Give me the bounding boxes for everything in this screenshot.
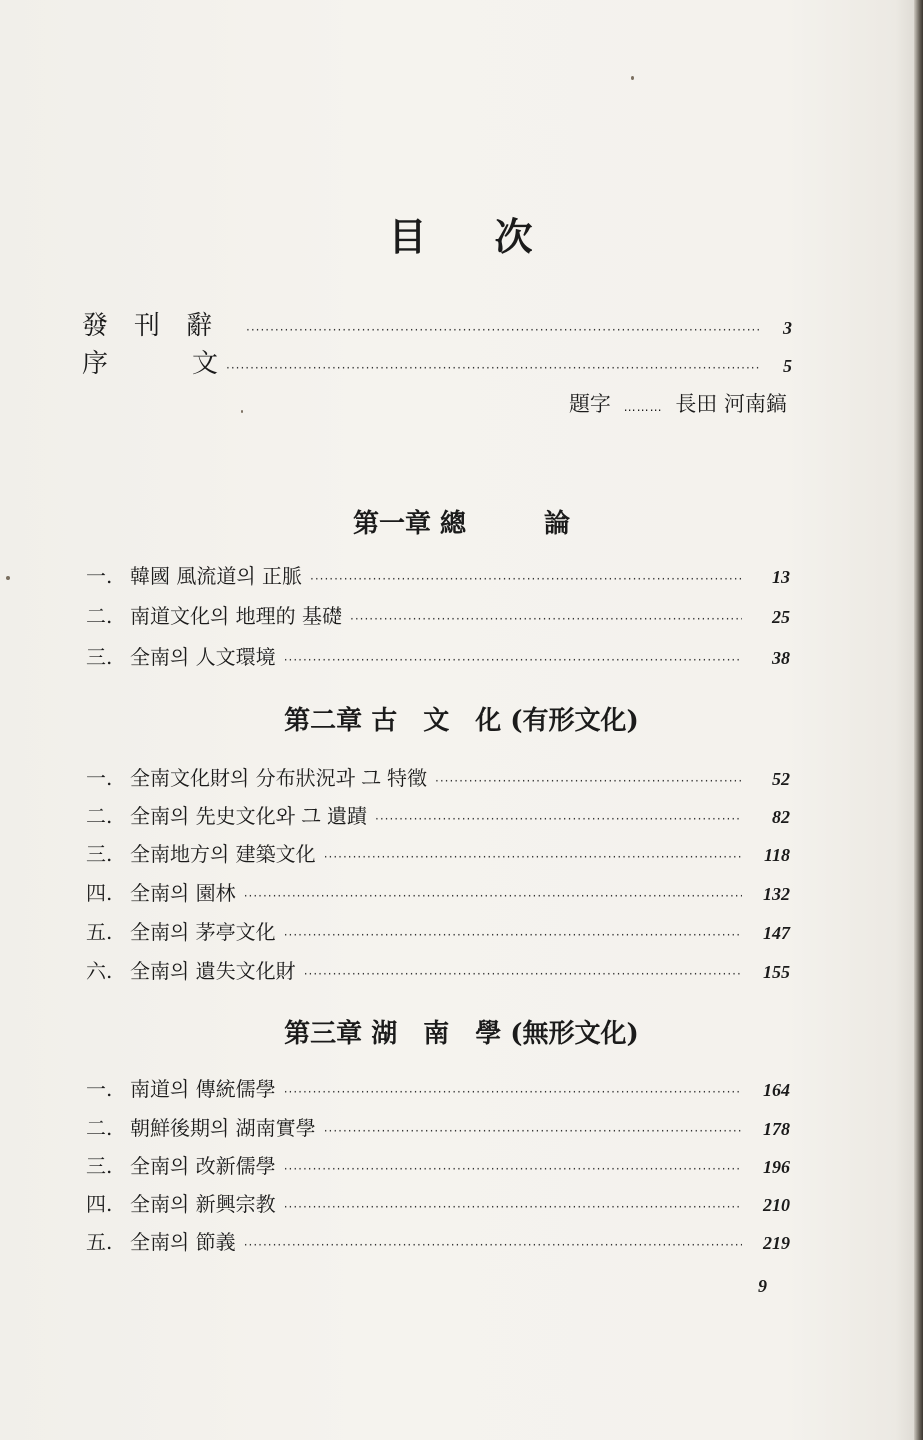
page-number: 196 (763, 1157, 790, 1177)
toc-entry[interactable] (86, 1188, 790, 1217)
toc-entry-preface[interactable] (82, 343, 792, 380)
leader-dots (244, 889, 742, 903)
page-number: 147 (763, 923, 790, 943)
page-number: 164 (763, 1080, 790, 1100)
entry-label (82, 349, 218, 379)
entry-title: 韓國 風流道의 正脈 (130, 564, 303, 588)
toc-entry[interactable] (86, 600, 790, 629)
entry-number: 二. (86, 804, 113, 828)
leader-dots (435, 774, 742, 788)
toc-entry[interactable] (86, 1073, 790, 1102)
inscription-dots: ……… (623, 400, 663, 414)
toc-entry[interactable] (86, 1150, 790, 1179)
entry-title: 全南의 人文環境 (130, 645, 276, 669)
chapter-heading-2: 第二章 古 文 化 (有形文化) (284, 706, 639, 736)
page-number: 52 (772, 769, 790, 789)
page-number: 210 (763, 1195, 790, 1215)
leader-dots (284, 928, 742, 942)
entry-number: 一. (86, 766, 113, 790)
page-number: 178 (763, 1119, 790, 1139)
folio-page-number: 9 (758, 1276, 767, 1296)
leader-dots (284, 1162, 742, 1176)
leader-dots (244, 1238, 742, 1252)
toc-entry[interactable] (86, 1112, 790, 1141)
entry-title: 南道의 傳統儒學 (130, 1077, 276, 1101)
leader-dots (284, 1085, 742, 1099)
leader-dots (324, 1124, 742, 1138)
inscription-author: 長田 河南鎬 (675, 392, 787, 416)
toc-entry[interactable] (86, 560, 790, 589)
toc-entry[interactable] (86, 877, 790, 906)
entry-label-char: 序 (82, 349, 109, 379)
leader-dots (246, 323, 760, 337)
toc-entry[interactable] (86, 955, 790, 984)
entry-title: 全南의 改新儒學 (130, 1154, 276, 1178)
page-number: 38 (772, 648, 790, 668)
entry-title: 全南文化財의 分布狀況과 그 特徵 (130, 766, 428, 790)
entry-number: 二. (86, 1116, 113, 1140)
entry-title: 全南의 園林 (130, 881, 236, 905)
entry-title: 全南의 遺失文化財 (130, 959, 296, 983)
leader-dots (284, 653, 742, 667)
entry-label-char: 文 (192, 349, 219, 379)
leader-dots (324, 850, 742, 864)
paper-speck (631, 76, 634, 80)
toc-entry[interactable] (86, 641, 790, 670)
leader-dots (304, 967, 742, 981)
leader-dots (350, 612, 742, 626)
inscription-credit (569, 388, 787, 418)
toc-entry-foreword[interactable] (82, 305, 792, 342)
page-number: 132 (763, 884, 790, 904)
entry-label: 發刊辭 (82, 311, 239, 341)
entry-number: 二. (86, 604, 113, 628)
page-number: 82 (772, 807, 790, 827)
page-number: 13 (772, 567, 790, 587)
page-title (0, 206, 923, 261)
page-number: 155 (763, 962, 790, 982)
entry-number: 四. (86, 881, 113, 905)
inscription-label: 題字 (568, 392, 611, 416)
title-char-1: 目 (388, 214, 429, 259)
entry-number: 六. (86, 959, 113, 983)
toc-entry[interactable] (86, 762, 790, 791)
toc-entry[interactable] (86, 800, 790, 829)
entry-title: 南道文化의 地理的 基礎 (130, 604, 343, 628)
entry-title: 朝鮮後期의 湖南實學 (130, 1116, 316, 1140)
entry-number: 三. (86, 842, 113, 866)
entry-number: 一. (86, 564, 113, 588)
chapter-heading-1: 第一章 總 論 (352, 509, 571, 539)
page-number: 5 (783, 356, 792, 376)
entry-title: 全南地方의 建築文化 (130, 842, 316, 866)
page-number: 219 (763, 1233, 790, 1253)
leader-dots (375, 812, 742, 826)
title-char-2: 次 (494, 214, 535, 259)
paper-speck (241, 410, 243, 413)
leader-dots (284, 1200, 742, 1214)
paper-speck (6, 576, 10, 580)
entry-title: 全南의 先史文化와 그 遺蹟 (130, 804, 368, 828)
page-number: 118 (763, 845, 790, 865)
entry-title: 全南의 節義 (130, 1230, 236, 1254)
entry-number: 五. (86, 920, 113, 944)
entry-title: 全南의 茅亭文化 (130, 920, 276, 944)
entry-title: 全南의 新興宗教 (130, 1192, 276, 1216)
entry-number: 四. (86, 1192, 113, 1216)
entry-number: 一. (86, 1077, 113, 1101)
leader-dots (310, 572, 742, 586)
entry-number: 三. (86, 1154, 113, 1178)
entry-number: 三. (86, 645, 113, 669)
toc-entry[interactable] (86, 1226, 790, 1255)
chapter-heading-3: 第三章 湖 南 學 (無形文化) (284, 1019, 639, 1049)
entry-number: 五. (86, 1230, 113, 1254)
page-number: 3 (783, 318, 792, 338)
toc-entry[interactable] (86, 916, 790, 945)
toc-entry[interactable] (86, 838, 790, 867)
page-number: 25 (772, 607, 790, 627)
leader-dots (226, 361, 760, 375)
